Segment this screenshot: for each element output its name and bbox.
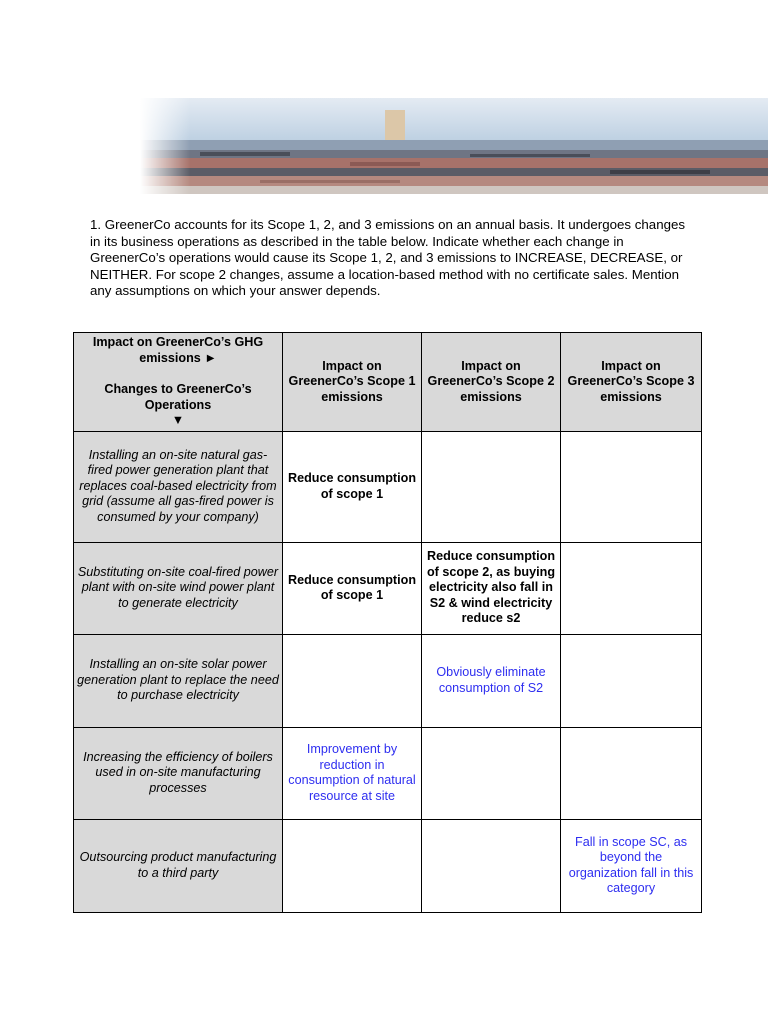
header-scope3: Impact on GreenerCo’s Scope 3 emissions <box>561 333 702 432</box>
table-row <box>74 542 702 634</box>
scope2-answer[interactable] <box>422 727 561 819</box>
header-changes-label: Changes to GreenerCo’s Operations <box>104 382 252 412</box>
scope1-answer[interactable]: Improvement by reduction in consumption of natural resource at site <box>283 727 422 819</box>
change-description: Substituting on-site coal-fired power plant with on-site wind power plant to generate electricity <box>74 542 283 634</box>
scope3-answer[interactable] <box>561 727 702 819</box>
header-banner-image <box>140 96 768 198</box>
down-arrow-icon: ▼ <box>171 413 185 427</box>
question-text: 1. GreenerCo accounts for its Scope 1, 2, and 3 emissions on an annual basis. It undergoes changes in its business operations as described in the table below. Indicate whether each change in GreenerCo’s operations would cause its Scope 1, 2, and 3 emissions to INCREASE, DECREASE, or NEITHER. For scope 2 changes, assume a location-based method with no certificate sales. Mention any assumptions on which your answer depends. <box>90 217 686 298</box>
scope1-answer[interactable] <box>283 819 422 912</box>
scope2-answer[interactable] <box>422 431 561 542</box>
scope3-answer[interactable]: Fall in scope SC, as beyond the organization fall in this category <box>561 819 702 912</box>
header-scope1: Impact on GreenerCo’s Scope 1 emissions <box>283 333 422 432</box>
scope2-answer[interactable]: Obviously eliminate consumption of S2 <box>422 634 561 727</box>
change-description: Outsourcing product manufacturing to a third party <box>74 819 283 912</box>
scope1-answer[interactable]: Reduce consumption of scope 1 <box>283 542 422 634</box>
change-description: Installing an on-site natural gas-fired power generation plant that replaces coal-based electricity from grid (assume all gas-fired power is consumed by your company) <box>74 431 283 542</box>
scope2-answer[interactable]: Reduce consumption of scope 2, as buying electricity also fall in S2 & wind electricity reduce s2 <box>422 542 561 634</box>
header-changes-cell <box>74 333 283 432</box>
emissions-impact-table <box>73 332 702 913</box>
table-row <box>74 634 702 727</box>
scope3-answer[interactable] <box>561 634 702 727</box>
table-row <box>74 819 702 912</box>
header-scope2: Impact on GreenerCo’s Scope 2 emissions <box>422 333 561 432</box>
header-impact-label: Impact on GreenerCo’s GHG emissions ► <box>92 335 264 365</box>
change-description: Installing an on-site solar power generation plant to replace the need to purchase electricity <box>74 634 283 727</box>
table-row <box>74 431 702 542</box>
scope1-answer[interactable] <box>283 634 422 727</box>
scope1-answer[interactable]: Reduce consumption of scope 1 <box>283 431 422 542</box>
scope3-answer[interactable] <box>561 542 702 634</box>
table-header-row <box>74 333 702 432</box>
change-description: Increasing the efficiency of boilers used in on-site manufacturing processes <box>74 727 283 819</box>
table-row <box>74 727 702 819</box>
scope2-answer[interactable] <box>422 819 561 912</box>
scope3-answer[interactable] <box>561 431 702 542</box>
